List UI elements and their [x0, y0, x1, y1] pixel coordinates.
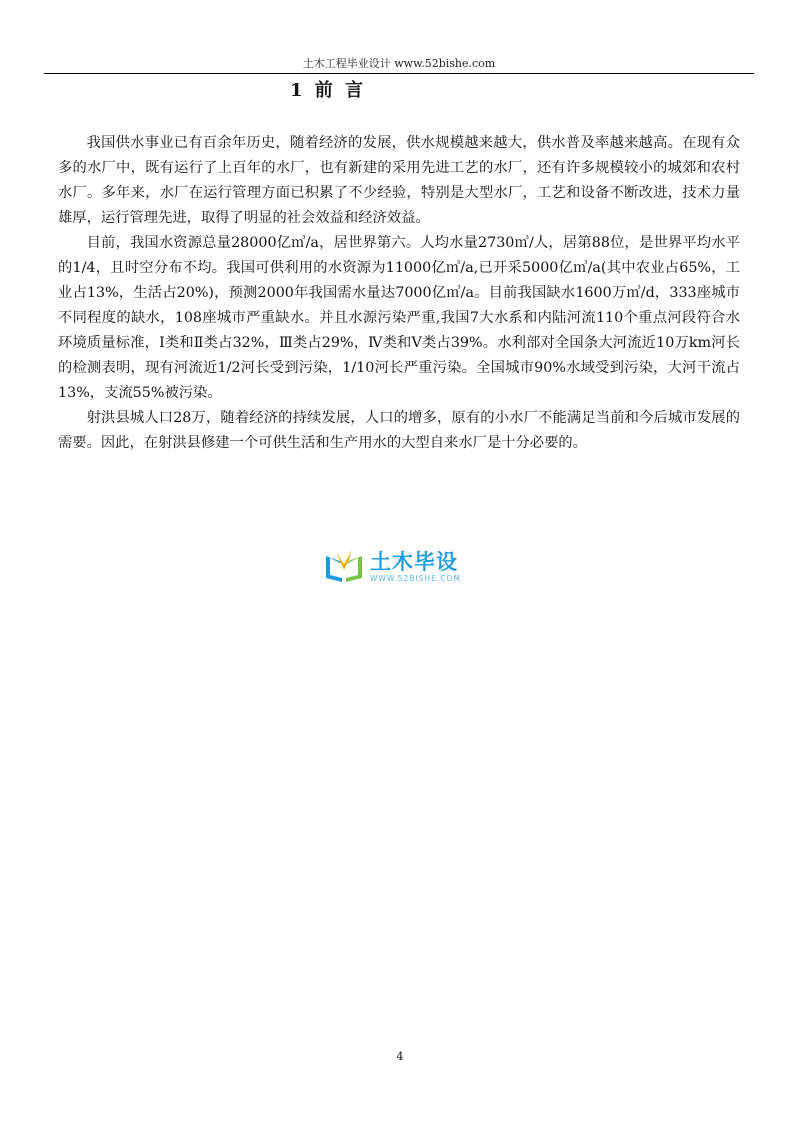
body-text: [58, 131, 740, 456]
page-header: 土木工程毕业设计 www.52bishe.com: [302, 57, 496, 70]
logo-url: WWW.52BISHE.COM: [370, 573, 461, 583]
paragraph-3: 射洪县城人口28万，随着经济的持续发展，人口的增多，原有的小水厂不能满足当前和今后城市发展的需要。因此，在射洪县修建一个可供生活和生产用水的大型自来水厂是十分必要的。: [58, 410, 740, 451]
paragraph-1: 我国供水事业已有百余年历史，随着经济的发展，供水规模越来越大，供水普及率越来越高。在现有众多的水厂中，既有运行了上百年的水厂，也有新建的采用先进工艺的水厂，还有许多规模较小的城郊和农村水厂。多年来，水厂在运行管理方面已积累了不少经验，特别是大型水厂，工艺和设备不断改进，技术力量雄厚，运行管理先进，取得了明显的社会效益和经济效益。: [58, 135, 740, 226]
header-rule: [44, 73, 754, 74]
page-title: 1 前 言: [290, 80, 367, 101]
book-logo-icon: [322, 548, 366, 584]
page-number: 4: [396, 1050, 404, 1063]
logo-name: 土木毕设: [370, 549, 458, 574]
paragraph-2: 目前，我国水资源总量28000亿㎥/a，居世界第六。人均水量2730㎥/人，居第88位，是世界平均水平的1/4，且时空分布不均。我国可供利用的水资源为11000亿㎥/a,已开采5000亿㎥/a(其中农业占65%，工业占13%，生活占20%)，预测2000年我国需水量达7000亿㎥/a。目前我国缺水1600万㎥/d，333座城市不同程度的缺水，108座城市严重缺水。并且水源污染严重,我国7大水系和内陆河流110个重点河段符合水环境质量标准，Ⅰ类和Ⅱ类占32%，Ⅲ类占29%，Ⅳ类和Ⅴ类占39%。水利部对全国条大河流近10万km河长的检测表明，现有河流近1/2河长受到污染，1/10河长严重污染。全国城市90%水域受到污染，大河干流占13%，支流55%被污染。: [58, 235, 740, 401]
watermark-logo: [322, 548, 461, 584]
logo-text: [370, 550, 461, 583]
